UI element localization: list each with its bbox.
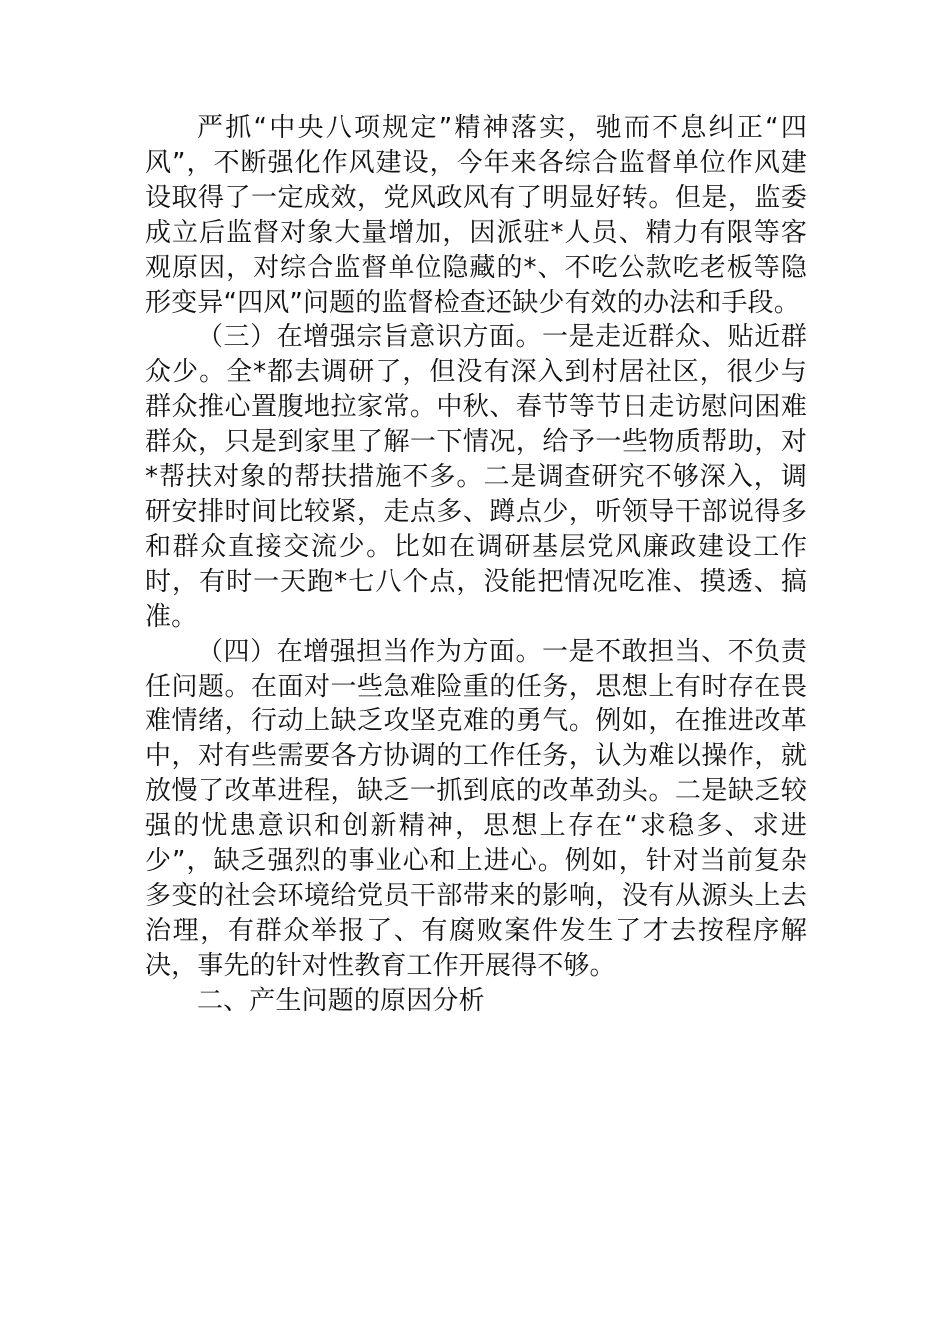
document-page (145, 111, 807, 1019)
section-heading-cause-analysis: 二、产生问题的原因分析 (197, 985, 485, 1016)
paragraph-responsibility: （四）在增强担当作为方面。一是不敢担当、不负责任问题。在面对一些急难险重的任务，思想上有时存在畏难情绪，行动上缺乏攻坚克难的勇气。例如，在推进改革中，对有些需要各方协调的工作任务，认为难以操作，就放慢了改革进程，缺乏一抓到底的改革劲头。二是缺乏较强的忧患意识和创新精神，思想上存在“求稳多、求进少”，缺乏强烈的事业心和上进心。例如，针对当前复杂多变的社会环境给党员干部带来的影响，没有从源头上去治理，有群众举报了、有腐败案件发生了才去按程序解决，事先的针对性教育工作开展得不够。 (145, 636, 807, 981)
paragraph-style-rectification: 严抓“中央八项规定”精神落实，驰而不息纠正“四风”，不断强化作风建设，今年来各综合监督单位作风建设取得了一定成效，党风政风有了明显好转。但是，监委成立后监督对象大量增加，因派驻*人员、精力有限等客观原因，对综合监督单位隐藏的*、不吃公款吃老板等隐形变异“四风”问题的监督检查还缺少有效的办法和手段。 (145, 113, 807, 318)
paragraph-purpose-awareness: （三）在增强宗旨意识方面。一是走近群众、贴近群众少。全*都去调研了，但没有深入到村居社区，很少与群众推心置腹地拉家常。中秋、春节等节日走访慰问困难群众，只是到家里了解一下情况，给予一些物质帮助，对*帮扶对象的帮扶措施不多。二是调查研究不够深入，调研安排时间比较紧，走点多、蹲点少，听领导干部说得多和群众直接交流少。比如在调研基层党风廉政建设工作时，有时一天跑*七八个点，没能把情况吃准、摸透、搞准。 (145, 322, 807, 632)
